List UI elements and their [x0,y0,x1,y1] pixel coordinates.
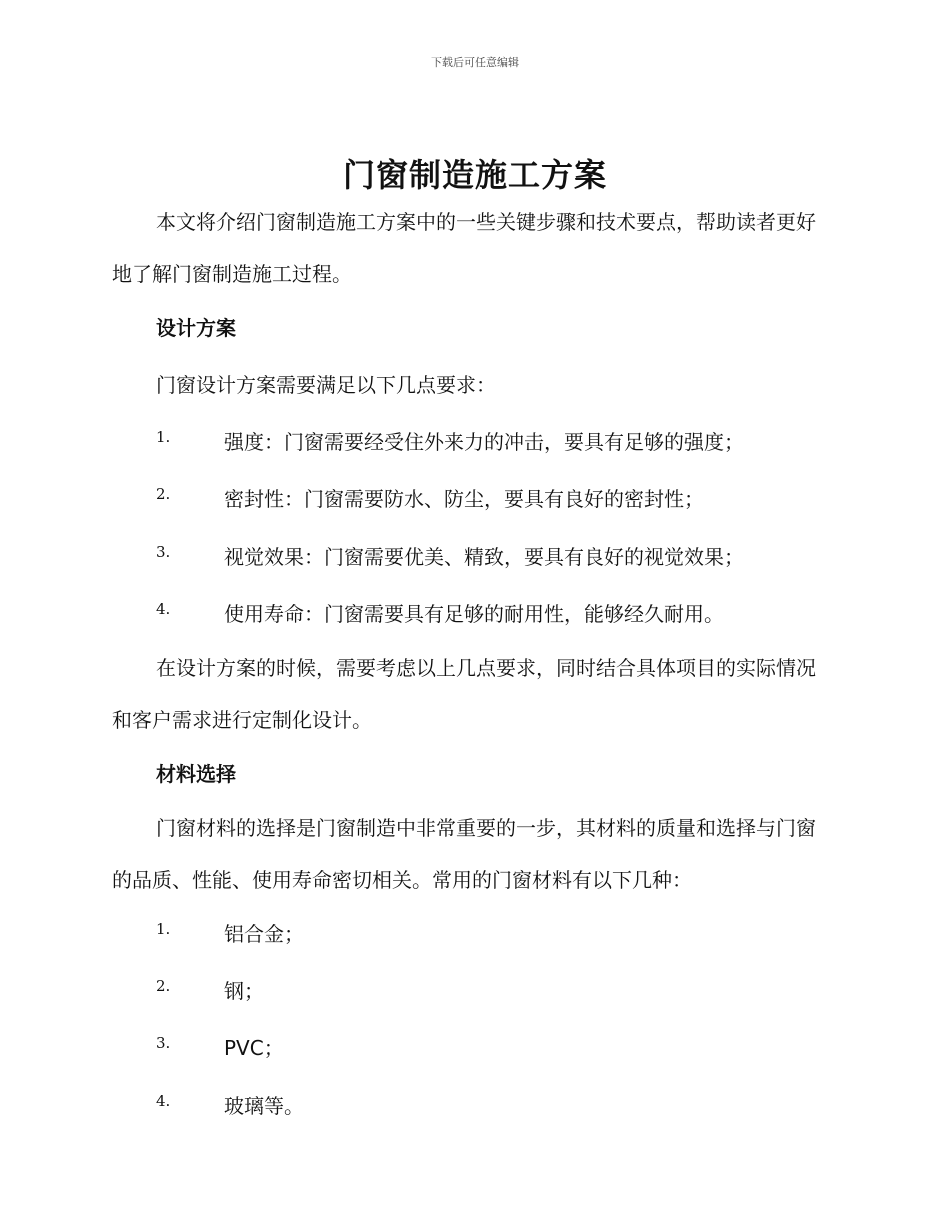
design-heading: 设计方案 [156,316,236,340]
list-text: PVC； [224,1036,284,1060]
design-summary: 在设计方案的时候，需要考虑以上几点要求，同时结合具体项目的实际情况和客户需求进行定制化设计。 [112,656,816,732]
header-note: 下载后可任意编辑 [431,56,519,69]
list-number: 2. [156,485,171,503]
list-number: 3. [156,1034,171,1052]
list-number: 3. [156,543,171,561]
document-title: 门窗制造施工方案 [342,156,607,194]
list-text: 铝合金； [224,922,304,946]
materials-lead: 门窗材料的选择是门窗制造中非常重要的一步，其材料的质量和选择与门窗的品质、性能、使用寿命密切相关。常用的门窗材料有以下几种： [112,816,816,892]
list-number: 4. [156,600,171,618]
list-text: 钢； [224,979,264,1003]
list-number: 1. [156,428,171,446]
list-number: 2. [156,977,171,995]
list-text: 密封性：门窗需要防水、防尘，要具有良好的密封性； [224,487,704,511]
intro-paragraph: 本文将介绍门窗制造施工方案中的一些关键步骤和技术要点，帮助读者更好地了解门窗制造施工过程。 [112,210,816,286]
list-text: 玻璃等。 [224,1094,304,1118]
design-lead: 门窗设计方案需要满足以下几点要求： [156,373,496,397]
list-number: 4. [156,1092,171,1110]
list-text: 使用寿命：门窗需要具有足够的耐用性，能够经久耐用。 [224,602,724,626]
list-text: 视觉效果：门窗需要优美、精致，要具有良好的视觉效果； [224,545,744,569]
list-text: 强度：门窗需要经受住外来力的冲击，要具有足够的强度； [224,430,744,454]
materials-heading: 材料选择 [156,762,236,786]
list-number: 1. [156,920,171,938]
